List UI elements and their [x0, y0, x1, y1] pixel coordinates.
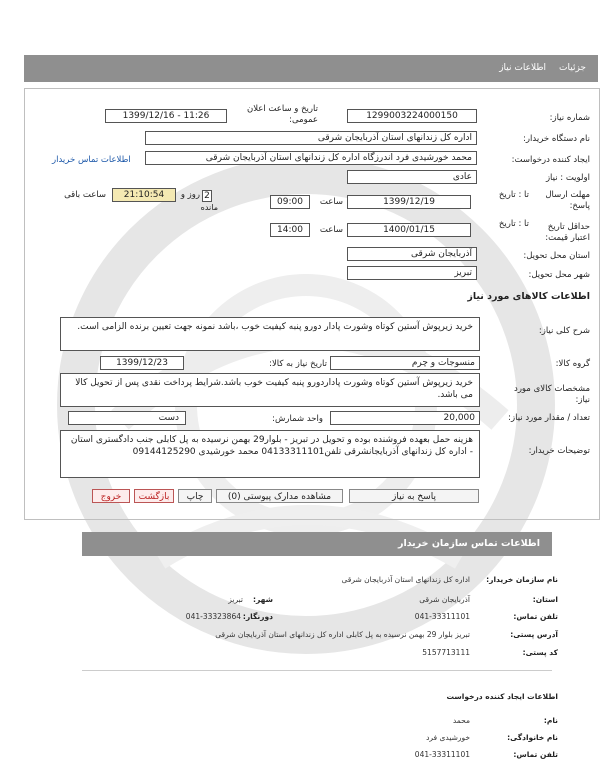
buyer-notes-label: توضیحات خریدار: — [528, 446, 590, 456]
creator-phone-label: تلفن تماس: — [513, 750, 558, 759]
contact-city-label: شهر: — [253, 595, 273, 604]
general-desc-field: خرید زیرپوش آستین کوتاه وشورت پادار دورو پنبه کیفیت خوب ،باشد نمونه جهت تعیین برنده الزامی است. — [60, 317, 480, 351]
remaining-time-field: 21:10:54 — [112, 188, 176, 202]
creator-family-label: نام خانوادگی: — [507, 733, 558, 742]
unit-field: دست — [68, 411, 186, 425]
remaining-hours-label: مانده — [200, 203, 218, 212]
goods-spec-field: خرید زیرپوش آستین کوتاه وشورت پاداردورو پنبه کیفیت خوب باشد.شرایط پرداخت نقدی پس از تحویل کالا می باشد. — [60, 373, 480, 407]
province-label: استان محل تحویل: — [523, 251, 590, 261]
quantity-field: 20,000 — [330, 411, 480, 425]
print-button[interactable]: چاپ — [178, 489, 212, 503]
contact-org-value: اداره کل زندانهای استان آذربایجان شرقی — [341, 575, 470, 584]
contact-postal-label: کد پستی: — [522, 648, 558, 657]
validity-to-date-label: تا : تاریخ — [498, 219, 529, 229]
validity-time-label: ساعت — [319, 225, 343, 235]
creator-section-title: اطلاعات ایجاد کننده درخواست — [446, 692, 558, 701]
deadline-to-date-label: تا : تاریخ — [498, 190, 529, 200]
creator-name-value: محمد — [452, 716, 470, 725]
contact-org-label: نام سازمان خریدار: — [486, 575, 558, 584]
contact-section-header — [82, 532, 552, 556]
deadline-label: مهلت ارسال پاسخ: — [545, 190, 590, 211]
validity-time-field: 14:00 — [270, 223, 310, 237]
attachments-button[interactable]: مشاهده مدارک پیوستی (0) — [216, 489, 343, 503]
creator-name-label: نام: — [543, 716, 558, 725]
days-remaining-field: 2 — [202, 190, 212, 202]
remaining-label: ساعت باقی — [64, 190, 106, 200]
contact-phone-value: 041-33311101 — [414, 612, 470, 621]
validity-date-field: 1400/01/15 — [347, 223, 471, 237]
contact-province-value: آذربایجان شرقی — [419, 595, 470, 604]
announce-date-field: 1399/12/16 - 11:26 — [105, 109, 227, 123]
goods-section-title: اطلاعات کالاهای مورد نیاز — [467, 291, 590, 302]
buyer-org-field: اداره کل زندانهای استان آذربایجان شرقی — [145, 131, 477, 145]
goods-group-label: گروه کالا: — [555, 359, 590, 369]
top-nav-bar — [24, 55, 598, 82]
deadline-date-field: 1399/12/19 — [347, 195, 471, 209]
tab-details[interactable]: جزئیات — [559, 63, 586, 73]
announce-date-label: تاریخ و ساعت اعلان عمومی: — [246, 104, 318, 125]
deadline-time-label: ساعت — [319, 197, 343, 207]
contact-province-label: استان: — [532, 595, 558, 604]
creator-label: ایجاد کننده درخواست: — [511, 155, 590, 165]
days-label: روز و — [180, 190, 200, 200]
creator-family-value: خورشیدی فرد — [426, 733, 470, 742]
goods-spec-label: مشخصات کالای مورد نیاز: — [514, 384, 590, 405]
creator-phone-value: 041-33311101 — [414, 750, 470, 759]
general-desc-label: شرح کلی نیاز: — [538, 326, 590, 336]
back-button[interactable]: بازگشت — [134, 489, 174, 503]
contact-phone-label: تلفن تماس: — [513, 612, 558, 621]
priority-field: عادی — [347, 170, 477, 184]
goods-group-field: منسوجات و چرم — [330, 356, 480, 370]
priority-label: اولویت : نیاز — [545, 173, 590, 183]
city-label: شهر محل تحویل: — [528, 270, 590, 280]
validity-label: حداقل تاریخ اعتبار قیمت: — [545, 222, 590, 243]
quantity-label: تعداد / مقدار مورد نیاز: — [508, 413, 590, 423]
need-date-label: تاریخ نیاز به کالا: — [269, 359, 327, 369]
buyer-org-label: نام دستگاه خریدار: — [523, 134, 590, 144]
province-field: آذربایجان شرقی — [347, 247, 477, 261]
city-field: تبریز — [347, 266, 477, 280]
exit-button[interactable]: خروج — [92, 489, 130, 503]
need-date-field: 1399/12/23 — [100, 356, 184, 370]
unit-label: واحد شمارش: — [272, 414, 323, 424]
contact-section-title: اطلاعات تماس سازمان خریدار — [397, 538, 540, 549]
buyer-contact-link[interactable]: اطلاعات تماس خریدار — [52, 155, 131, 165]
need-number-field: 1299003224000150 — [347, 109, 477, 123]
buyer-notes-field: هزینه حمل بعهده فروشنده بوده و تحویل در تبریز - بلوار29 بهمن نرسیده به پل کابلی جنب دادگستری استان - اداره کل زندانهای آذربایجانشرقی تلفن04133311101 محمد خورشیدی 09144125290 — [60, 430, 480, 478]
contact-postal-value: 5157713111 — [422, 648, 470, 657]
creator-field: محمد خورشیدی فرد اندرزگاه اداره کل زندانهای استان آذربایجان شرقی — [145, 151, 477, 165]
reply-button[interactable]: پاسخ به نیاز — [349, 489, 479, 503]
contact-city-value: تبریز — [228, 595, 243, 604]
deadline-time-field: 09:00 — [270, 195, 310, 209]
contact-fax-label: دورنگار: — [242, 612, 273, 621]
contact-address-value: تبریز بلوار 29 بهمن نرسیده به پل کابلی اداره کل زندانهای استان آذربایجان شرقی — [215, 630, 470, 639]
need-number-label: شماره نیاز: — [549, 113, 590, 123]
tab-need-info[interactable]: اطلاعات نیاز — [499, 63, 546, 73]
contact-address-label: آدرس پستی: — [510, 630, 558, 639]
contact-divider — [82, 670, 552, 671]
contact-fax-value: 041-33323864 — [185, 612, 241, 621]
